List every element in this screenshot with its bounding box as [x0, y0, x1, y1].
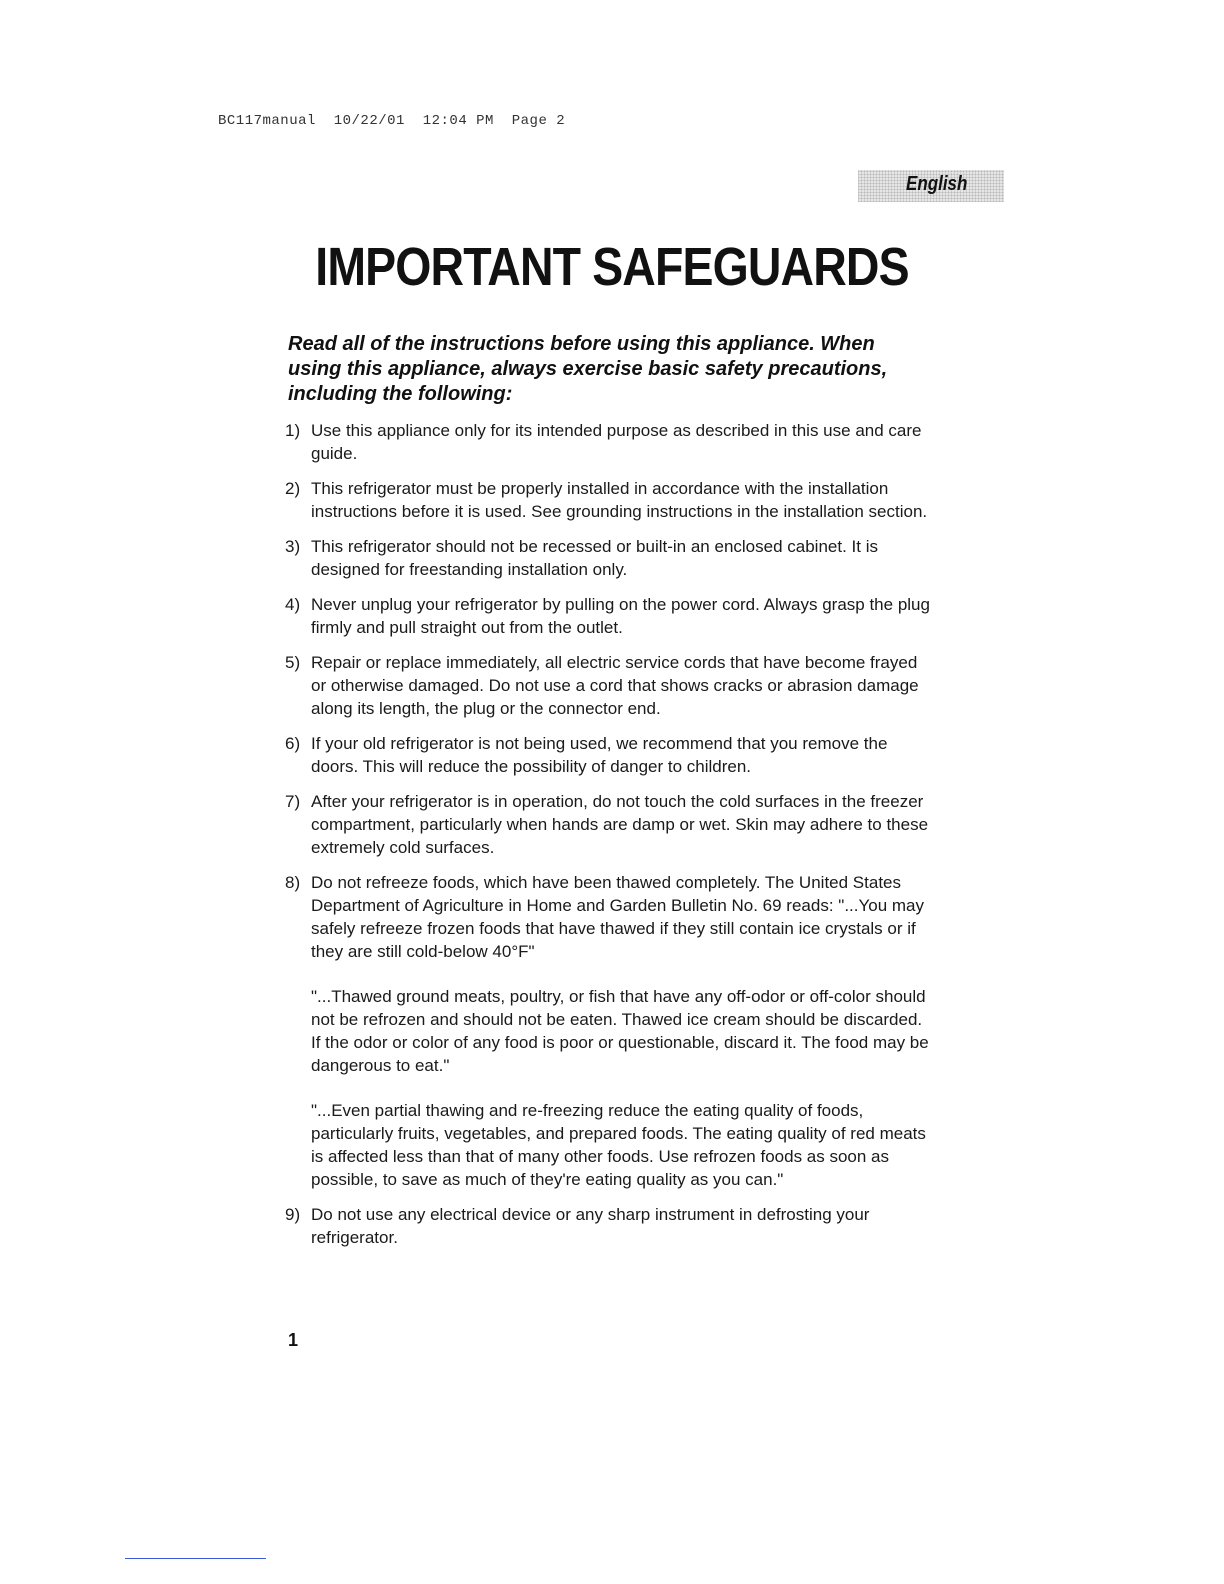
page-title: IMPORTANT SAFEGUARDS — [315, 237, 909, 297]
footnote-divider — [125, 1558, 266, 1559]
item-number: 1) — [285, 421, 301, 440]
print-header: BC117manual 10/22/01 12:04 PM Page 2 — [218, 113, 566, 129]
list-item — [285, 477, 935, 523]
page-number: 1 — [288, 1330, 299, 1350]
item-number: 3) — [285, 537, 301, 556]
list-item — [285, 651, 935, 720]
list-item — [285, 535, 935, 581]
item-text: If your old refrigerator is not being used, we recommend that you remove the doors. This will reduce the possibility of danger to children. — [311, 734, 888, 776]
item-text: Repair or replace immediately, all electric service cords that have become frayed or otherwise damaged. Do not use a cord that shows cracks or abrasion damage along its length, the plug or the connector end. — [311, 653, 919, 718]
item-text: Do not use any electrical device or any sharp instrument in defrosting your refrigerator. — [311, 1205, 870, 1247]
usda-quote-eating-quality: "...Even partial thawing and re-freezing reduce the eating quality of foods, particularly fruits, vegetables, and prepared foods. The eating quality of red meats is affected less than that of many other foods. Use refrozen foods as soon as possible, to save as much of they're eating quality as you can." — [311, 1101, 926, 1189]
item-number: 2) — [285, 479, 301, 498]
intro-instructions: Read all of the instructions before using this appliance. When using this appliance, always exercise basic safety precautions, including the following: — [288, 333, 888, 405]
list-item — [285, 871, 935, 1191]
item-number: 6) — [285, 734, 301, 753]
item-number: 8) — [285, 873, 301, 892]
item-number: 9) — [285, 1205, 301, 1224]
item-number: 4) — [285, 595, 301, 614]
item-text: Do not refreeze foods, which have been thawed completely. The United States Department of Agriculture in Home and Garden Bulletin No. 69 reads: "...You may safely refreeze frozen foods that have thawed if they still contain ice crystals or if they are still cold-below 40°F" — [311, 873, 925, 961]
item-text: This refrigerator should not be recessed or built-in an enclosed cabinet. It is designed for freestanding installation only. — [311, 537, 878, 579]
list-item — [285, 1203, 935, 1249]
list-item — [285, 593, 935, 639]
item-text: This refrigerator must be properly installed in accordance with the installation instructions before it is used. See grounding instructions in the installation section. — [311, 479, 928, 521]
item-number: 7) — [285, 792, 301, 811]
safeguards-list — [285, 419, 935, 1261]
item-text: After your refrigerator is in operation, do not touch the cold surfaces in the freezer compartment, particularly when hands are damp or wet. Skin may adhere to these extremely cold surfaces. — [311, 792, 929, 857]
language-tab-label: English — [906, 173, 968, 195]
list-item — [285, 732, 935, 778]
list-item — [285, 790, 935, 859]
item-number: 5) — [285, 653, 301, 672]
list-item — [285, 419, 935, 465]
item-text: Never unplug your refrigerator by pulling on the power cord. Always grasp the plug firmly and pull straight out from the outlet. — [311, 595, 930, 637]
item-text: Use this appliance only for its intended purpose as described in this use and care guide. — [311, 421, 922, 463]
language-tab — [858, 170, 1004, 202]
usda-quote-thawed-meats: "...Thawed ground meats, poultry, or fish that have any off-odor or off-color should not be refrozen and should not be eaten. Thawed ice cream should be discarded. If the odor or color of any food is poor or questionable, discard it. The food may be dangerous to eat." — [311, 987, 929, 1075]
